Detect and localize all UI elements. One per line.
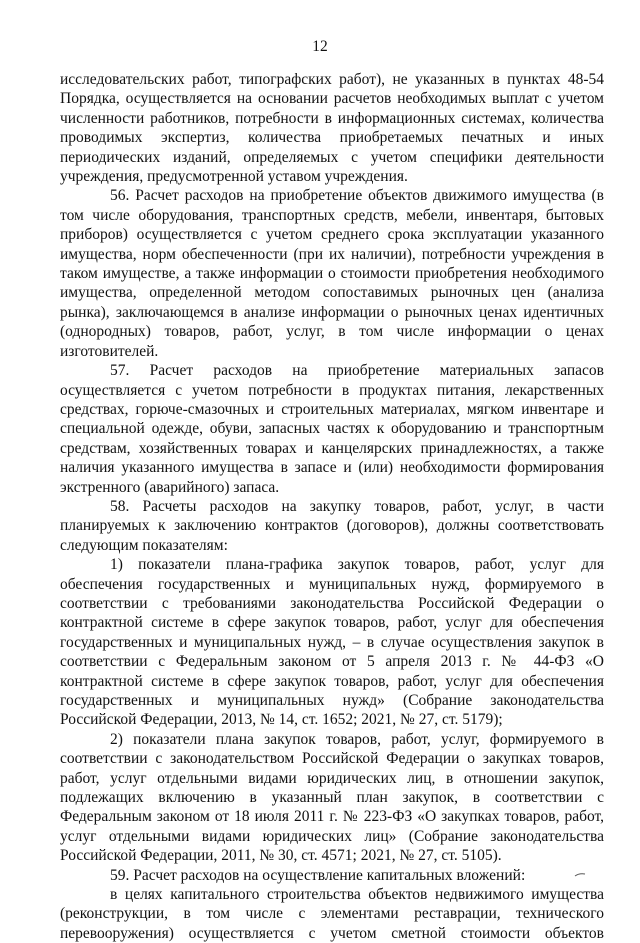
- paragraph-item-59-a: в целях капитального строительства объектов недвижимого имущества (реконструкции, в том числе с элементами реставрации, технического перевооружения) осуществляется с учетом сметной стоимости объектов: [60, 886, 604, 942]
- paragraph-item-59: 59. Расчет расходов на осуществление капитальных вложений:: [110, 866, 526, 884]
- paragraph-item-58-1: 1) показатели плана-графика закупок товаров, работ, услуг для обеспечения государственных и муниципальных нужд, формируемого в соответствии с требованиями законодательства Российской Федерации о контрактной системе в сфере закупок товаров, работ, услуг для обеспечения государственных и муниципальных нужд, – в случае осуществления закупок в соответствии с Федеральным законом от 5 апреля 2013 г. № 44-ФЗ «О контрактной системе в сфере закупок товаров, работ, услуг для обеспечения государственных и муниципальных нужд» (Собрание законодательства Российской Федерации, 2013, № 14, ст. 1652; 2021, № 27, ст. 5179);: [60, 556, 604, 729]
- paragraph-item-57: 57. Расчет расходов на приобретение материальных запасов осуществляется с учетом потребности в продуктах питания, лекарственных средствах, горюче-смазочных и строительных материалах, мягком инвентаре и специальной одежде, обуви, запасных частях к оборудованию и транспортным средствам, хозяйственных товарах и канцелярских принадлежностях, а также наличия указанного имущества в запасе и (или) необходимости формирования экстренного (аварийного) запаса.: [60, 362, 604, 496]
- paragraph-continuation: исследовательских работ, типографских работ), не указанных в пунктах 48-54 Порядка, осуществляется на основании расчетов необходимых выплат с учетом численности работников, потребности в информационных системах, количества проводимых экспертиз, количества приобретаемых печатных и иных периодических изданий, определяемых с учетом специфики деятельности учреждения, предусмотренной уставом учреждения.: [60, 71, 604, 186]
- page-number: 12: [312, 38, 328, 55]
- paragraph-item-58: 58. Расчеты расходов на закупку товаров, работ, услуг, в части планируемых к заключению контрактов (договоров), должны соответствовать следующим показателям:: [60, 497, 604, 554]
- paragraph-item-58-2: 2) показатели плана закупок товаров, работ, услуг, формируемого в соответствии с законодательством Российской Федерации о закупках товаров, работ, услуг отдельными видами юридических лиц, в отношении закупок, подлежащих включению в указанный план закупок, в соответствии с Федеральным законом от 18 июля 2011 г. № 223-ФЗ «О закупках товаров, работ, услуг отдельными видами юридических лиц» (Собрание законодательства Российской Федерации, 2011, № 30, ст. 4571; 2021, № 27, ст. 5105).: [60, 730, 604, 865]
- document-body: [60, 70, 604, 943]
- scan-mark-icon: [574, 873, 586, 877]
- paragraph-item-56: 56. Расчет расходов на приобретение объектов движимого имущества (в том числе оборудования, транспортных средств, мебели, инвентаря, бытовых приборов) осуществляется с учетом среднего срока эксплуатации указанного имущества, норм обеспеченности (при их наличии), потребности учреждения в таком имуществе, а также информации о стоимости приобретения необходимого имущества, определенной методом сопоставимых рыночных цен (анализа рынка), заключающемся в анализе информации о рыночных ценах идентичных (однородных) товаров, работ, услуг, в том числе информации о ценах изготовителей.: [60, 187, 604, 360]
